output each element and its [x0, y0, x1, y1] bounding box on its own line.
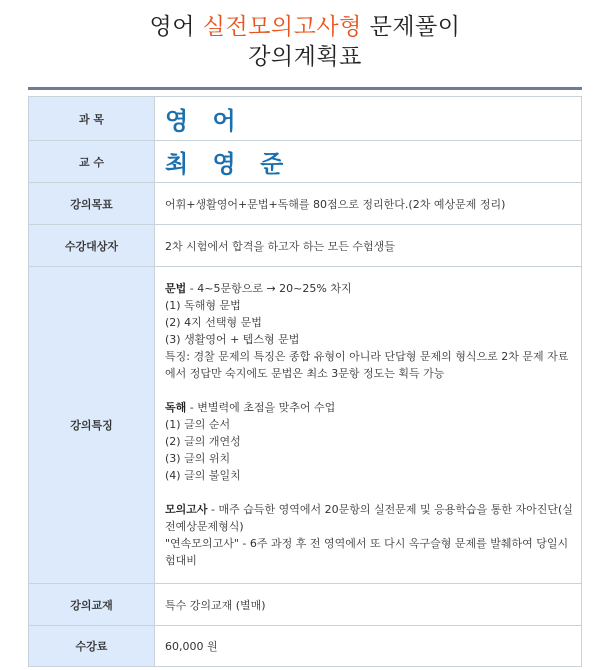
value-features [155, 267, 582, 584]
reading-item: (3) 글의 위치 [165, 452, 231, 465]
value-subject [155, 97, 582, 141]
reading-heading: 독해 - 변별력에 초점을 맞추어 수업 [165, 401, 336, 414]
row-goal [29, 183, 582, 225]
reading-item: (4) 글의 불일치 [165, 469, 241, 482]
row-professor [29, 141, 582, 183]
mock-extra: "연속모의고사" - 6주 과정 후 전 영역에서 또 다시 옥구슬형 문제를 발췌하여 당일시험대비 [165, 537, 569, 567]
subject-name: 영 어 [165, 107, 244, 135]
title-line-1 [0, 8, 610, 41]
label-target: 수강대상자 [29, 225, 155, 267]
row-fee [29, 626, 582, 667]
grammar-item: (2) 4지 선택형 문법 [165, 316, 262, 329]
course-plan-table [28, 96, 582, 667]
professor-name: 최 영 준 [165, 150, 292, 178]
grammar-note: 특징: 경찰 문제의 특징은 종합 유형이 아니라 단답형 문제의 형식으로 2차 문제 자료에서 정답만 숙지에도 문법은 최소 3문항 정도는 획득 가능 [165, 350, 569, 380]
value-fee: 60,000 원 [155, 626, 582, 667]
grammar-item: (3) 생활영어 + 텝스형 문법 [165, 333, 300, 346]
grammar-heading: 문법 - 4~5문항으로 → 20~25% 차지 [165, 282, 352, 295]
reading-item: (2) 글의 개연성 [165, 435, 241, 448]
value-textbook: 특수 강의교재 (별매) [155, 584, 582, 626]
title-highlight: 실전모의고사형 [202, 14, 362, 40]
label-professor: 교 수 [29, 141, 155, 183]
row-subject [29, 97, 582, 141]
row-textbook [29, 584, 582, 626]
title-prefix: 영어 [149, 14, 203, 40]
label-goal: 강의목표 [29, 183, 155, 225]
row-target [29, 225, 582, 267]
value-professor [155, 141, 582, 183]
label-fee: 수강료 [29, 626, 155, 667]
label-subject: 과 목 [29, 97, 155, 141]
label-features: 강의특징 [29, 267, 155, 584]
label-textbook: 강의교재 [29, 584, 155, 626]
value-goal: 어휘+생활영어+문법+독해를 80점으로 정리한다.(2차 예상문제 정리) [155, 183, 582, 225]
row-features [29, 267, 582, 584]
page-title [0, 0, 610, 80]
title-suffix: 문제풀이 [361, 14, 461, 40]
title-line-2: 강의계획표 [248, 44, 362, 70]
value-target: 2차 시험에서 합격을 하고자 하는 모든 수험생들 [155, 225, 582, 267]
reading-item: (1) 글의 순서 [165, 418, 231, 431]
title-divider [28, 87, 582, 90]
grammar-item: (1) 독해형 문법 [165, 299, 241, 312]
mock-heading: 모의고사 - 매주 습득한 영역에서 20문항의 실전문제 및 응용학습을 통한 자아진단(실전예상문제형식) [165, 503, 573, 533]
